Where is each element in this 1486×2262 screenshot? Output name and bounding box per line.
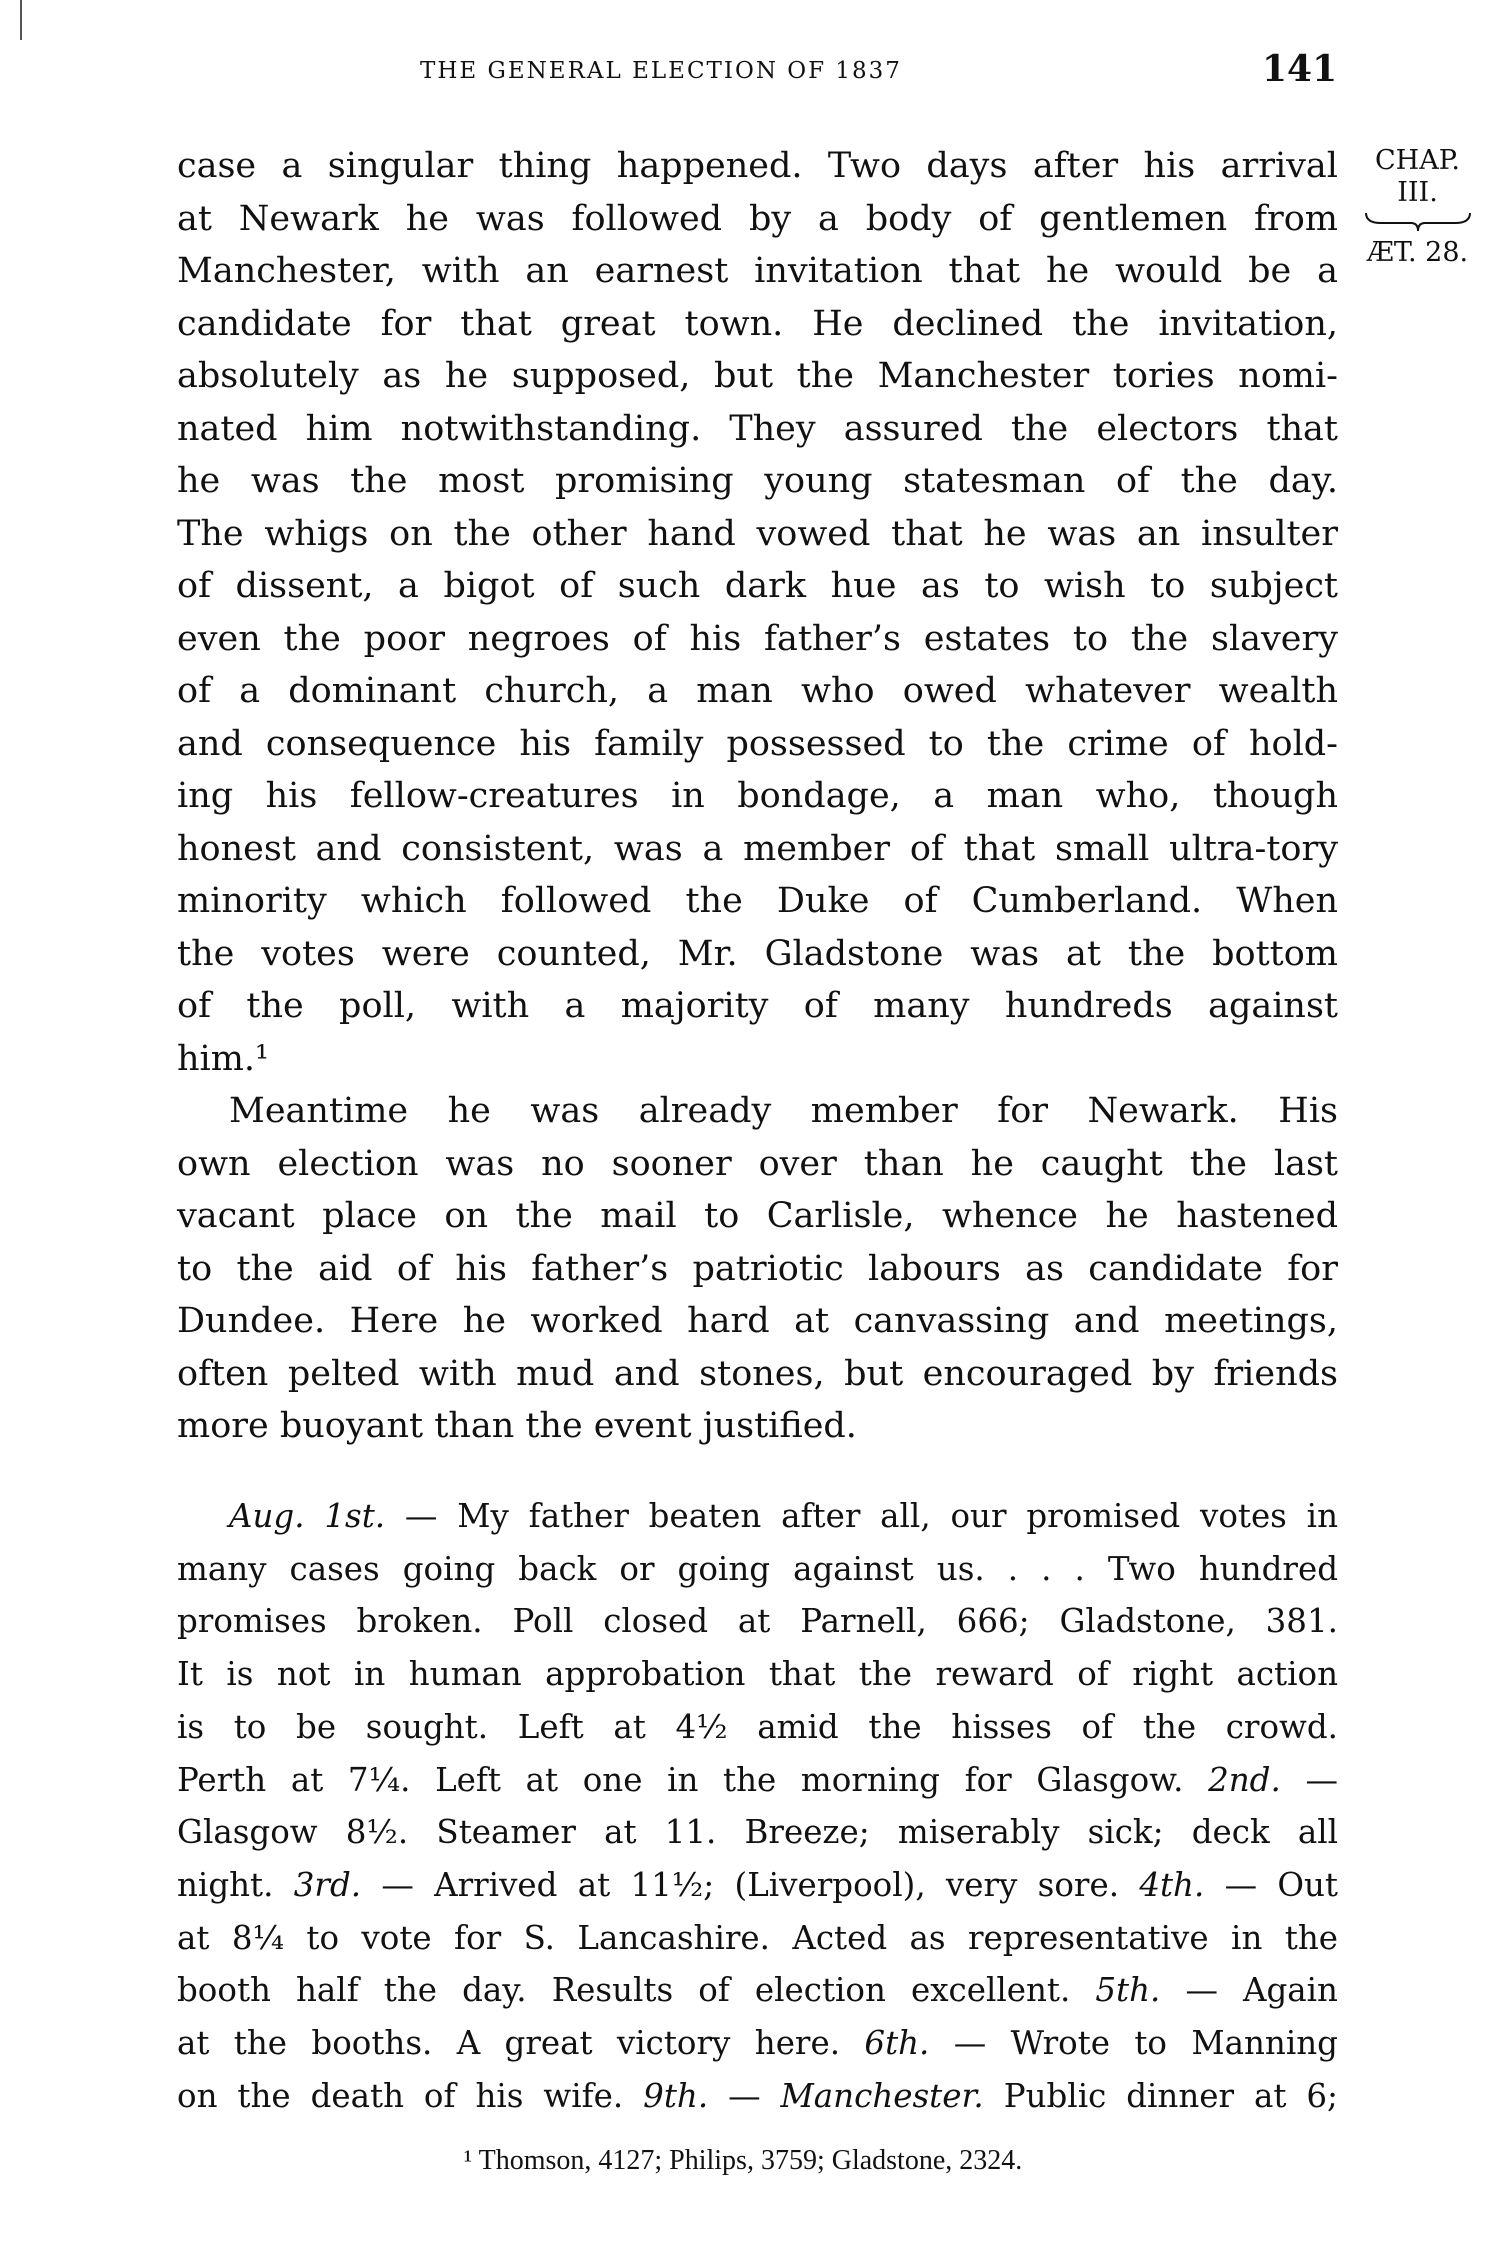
text-segment: more buoyant than the event justified. — [177, 1406, 857, 1446]
text-segment: It is not in human approbation that the reward of right action — [177, 1655, 1338, 1694]
running-title: THE GENERAL ELECTION OF 1837 — [420, 58, 902, 84]
text-line — [177, 1190, 1338, 1243]
text-line — [177, 1033, 1338, 1086]
text-line — [177, 1806, 1338, 1859]
text-segment: Meantime he was already member for Newark. His — [229, 1091, 1338, 1131]
text-segment: Dundee. Here he worked hard at canvassing and meetings, — [177, 1301, 1338, 1341]
text-line — [177, 928, 1338, 981]
text-segment: Manchester, with an earnest invitation that he would be a — [177, 251, 1338, 291]
text-segment: often pelted with mud and stones, but encouraged by friends — [177, 1353, 1338, 1394]
text-line — [177, 350, 1338, 403]
page-number: 141 — [1262, 48, 1338, 90]
text-line — [177, 665, 1338, 718]
text-line — [177, 455, 1338, 508]
text-line — [177, 1085, 1338, 1138]
text-line — [177, 1648, 1338, 1701]
diary-extract — [177, 1490, 1338, 2122]
text-line — [177, 823, 1338, 876]
brace-icon — [1363, 211, 1473, 233]
text-segment: on the death of his wife. — [177, 2076, 644, 2115]
text-segment: the votes were counted, Mr. Gladstone was at the bottom — [177, 933, 1338, 974]
footnote: ¹ Thomson, 4127; Philips, 3759; Gladstone, 2324. — [463, 2145, 1023, 2176]
italic-text: 9th. — [643, 2076, 709, 2115]
text-segment: he was the most promising young statesman of the day. — [177, 461, 1338, 501]
text-segment: ing his fellow-creatures in bondage, a man who, though — [177, 776, 1338, 816]
text-segment: even the poor negroes of his father’s estates to the slavery — [177, 618, 1338, 659]
italic-text: Aug. 1st. — [229, 1497, 386, 1535]
text-segment: own election was no sooner over than he caught the last — [177, 1143, 1338, 1184]
text-line — [177, 1400, 1338, 1453]
text-line — [177, 1912, 1338, 1965]
italic-text: 6th. — [864, 2024, 930, 2063]
text-line — [177, 1754, 1338, 1807]
italic-text: Manchester. — [780, 2076, 984, 2115]
text-segment: case a singular thing happened. Two days after his arrival — [177, 146, 1338, 186]
margin-note — [1355, 145, 1480, 269]
text-segment: vacant place on the mail to Carlisle, whence he hastened — [177, 1196, 1338, 1236]
text-line — [177, 245, 1338, 298]
italic-text: 2nd. — [1208, 1760, 1281, 1799]
text-segment: nated him notwithstanding. They assured the electors that — [177, 408, 1338, 449]
text-segment: Public dinner at 6; — [983, 2076, 1338, 2115]
text-line — [177, 2070, 1338, 2123]
text-segment: — Again — [1160, 1971, 1338, 2010]
text-segment: candidate for that great town. He declined the invitation, — [177, 303, 1338, 344]
text-segment: — — [1280, 1760, 1338, 1799]
text-line — [177, 875, 1338, 928]
text-line — [177, 1138, 1338, 1191]
text-segment: absolutely as he supposed, but the Manchester tories nomi- — [177, 356, 1338, 396]
text-segment: many cases going back or going against us. . . . Two hundred — [177, 1549, 1338, 1588]
text-segment: to the aid of his father’s patriotic labours as candidate for — [177, 1248, 1338, 1289]
text-line — [177, 140, 1338, 193]
text-line — [177, 1964, 1338, 2017]
text-segment: minority which followed the Duke of Cumberland. When — [177, 881, 1338, 921]
main-text — [177, 140, 1338, 1453]
text-line — [177, 1295, 1338, 1348]
margin-chap-number: III. — [1397, 177, 1438, 208]
text-segment: of a dominant church, a man who owed whatever wealth — [177, 671, 1338, 711]
text-segment: of the poll, with a majority of many hundreds against — [177, 986, 1338, 1026]
text-line — [177, 508, 1338, 561]
text-line — [177, 2017, 1338, 2070]
text-segment: at 8¼ to vote for S. Lancashire. Acted as representative in the — [177, 1918, 1338, 1957]
text-segment: him.¹ — [177, 1038, 270, 1079]
italic-text: 4th. — [1139, 1865, 1205, 1904]
text-line — [177, 1859, 1338, 1912]
text-line — [177, 1595, 1338, 1648]
text-line — [177, 298, 1338, 351]
text-segment: and consequence his family possessed to the crime of hold- — [177, 723, 1338, 764]
text-line — [177, 980, 1338, 1033]
text-segment: — Wrote to Manning — [929, 2024, 1338, 2063]
text-segment: of dissent, a bigot of such dark hue as to wish to subject — [177, 566, 1338, 606]
text-line — [177, 718, 1338, 771]
text-line — [177, 770, 1338, 823]
text-line — [177, 560, 1338, 613]
text-line — [177, 1490, 1338, 1543]
margin-age: ÆT. 28. — [1366, 237, 1469, 268]
text-line — [177, 1348, 1338, 1401]
italic-text: 5th. — [1095, 1971, 1161, 2010]
text-segment: Glasgow 8½. Steamer at 11. Breeze; miserably sick; deck all — [177, 1813, 1338, 1852]
text-line — [177, 1543, 1338, 1596]
text-segment: promises broken. Poll closed at Parnell, 666; Gladstone, 381. — [177, 1602, 1338, 1641]
text-segment: The whigs on the other hand vowed that he was an insulter — [177, 513, 1338, 554]
text-segment: is to be sought. Left at 4½ amid the hisses of the crowd. — [177, 1707, 1338, 1746]
text-segment: booth half the day. Results of election excellent. — [177, 1971, 1096, 2010]
text-line — [177, 193, 1338, 246]
text-segment: honest and consistent, was a member of that small ultra-tory — [177, 828, 1338, 869]
italic-text: 3rd. — [293, 1865, 362, 1904]
text-segment: — — [708, 2076, 781, 2115]
text-segment: at the booths. A great victory here. — [177, 2024, 865, 2063]
text-segment: — My father beaten after all, our promised votes in — [385, 1497, 1339, 1535]
text-line — [177, 1243, 1338, 1296]
text-segment: Perth at 7¼. Left at one in the morning for Glasgow. — [177, 1760, 1209, 1799]
margin-chap: CHAP. — [1375, 145, 1460, 176]
margin-mark — [20, 0, 22, 40]
text-line — [177, 613, 1338, 666]
text-segment: — Arrived at 11½; (Liverpool), very sore. — [361, 1865, 1140, 1904]
text-segment: night. — [177, 1865, 294, 1904]
text-segment: — Out — [1204, 1865, 1338, 1904]
text-line — [177, 1701, 1338, 1754]
text-segment: at Newark he was followed by a body of gentlemen from — [177, 198, 1338, 239]
text-line — [177, 403, 1338, 456]
